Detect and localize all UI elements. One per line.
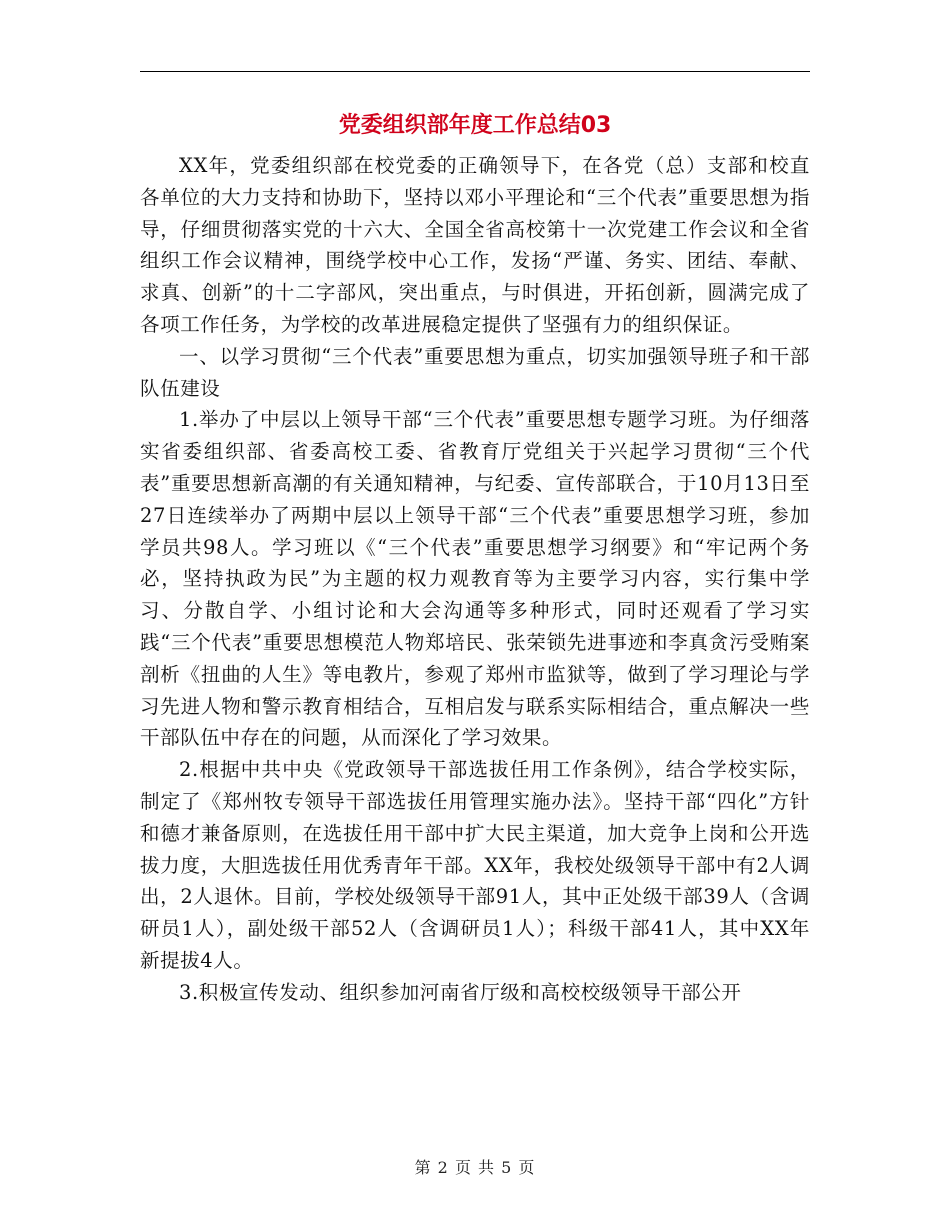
- document-body: [140, 150, 810, 1009]
- paragraph-item-2: 2.根据中共中央《党政领导干部选拔任用工作条例》，结合学校实际，制定了《郑州牧专领导干部选拔任用管理实施办法》。坚持干部“四化”方针和德才兼备原则，在选拔任用干部中扩大民主渠道，加大竞争上岗和公开选拔力度，大胆选拔任用优秀青年干部。XX年，我校处级领导干部中有2人调出，2人退休。目前，学校处级领导干部91人，其中正处级干部39人（含调研员1人），副处级干部52人（含调研员1人）；科级干部41人，其中XX年新提拔4人。: [140, 758, 810, 972]
- header-rule: [140, 71, 810, 72]
- section-heading-1: 一、以学习贯彻“三个代表”重要思想为重点，切实加强领导班子和干部队伍建设: [140, 344, 810, 400]
- paragraph-item-3: 3.积极宣传发动、组织参加河南省厅级和高校校级领导干部公开: [179, 980, 742, 1004]
- paragraph-item-1: 1.举办了中层以上领导干部“三个代表”重要思想专题学习班。为仔细落实省委组织部、省委高校工委、省教育厅党组关于兴起学习贯彻“三个代表”重要思想新高潮的有关通知精神，与纪委、宣传部联合，于10月13日至27日连续举办了两期中层以上领导干部“三个代表”重要思想学习班，参加学员共98人。学习班以《“三个代表”重要思想学习纲要》和“牢记两个务必，坚持执政为民”为主题的权力观教育等为主要学习内容，实行集中学习、分散自学、小组讨论和大会沟通等多种形式，同时还观看了学习实践“三个代表”重要思想模范人物郑培民、张荣锁先进事迹和李真贪污受贿案剖析《扭曲的人生》等电教片，参观了郑州市监狱等，做到了学习理论与学习先进人物和警示教育相结合，互相启发与联系实际相结合，重点解决一些干部队伍中存在的问题，从而深化了学习效果。: [140, 408, 810, 750]
- page-footer: 第 2 页 共 5 页: [414, 1158, 536, 1177]
- document-title: 党委组织部年度工作总结03: [338, 113, 612, 138]
- paragraph-intro: XX年，党委组织部在校党委的正确领导下，在各党（总）支部和校直各单位的大力支持和协助下，坚持以邓小平理论和“三个代表”重要思想为指导，仔细贯彻落实党的十六大、全国全省高校第十一次党建工作会议和全省组织工作会议精神，围绕学校中心工作，发扬“严谨、务实、团结、奉献、求真、创新”的十二字部风，突出重点，与时俱进，开拓创新，圆满完成了各项工作任务，为学校的改革进展稳定提供了坚强有力的组织保证。: [140, 154, 810, 336]
